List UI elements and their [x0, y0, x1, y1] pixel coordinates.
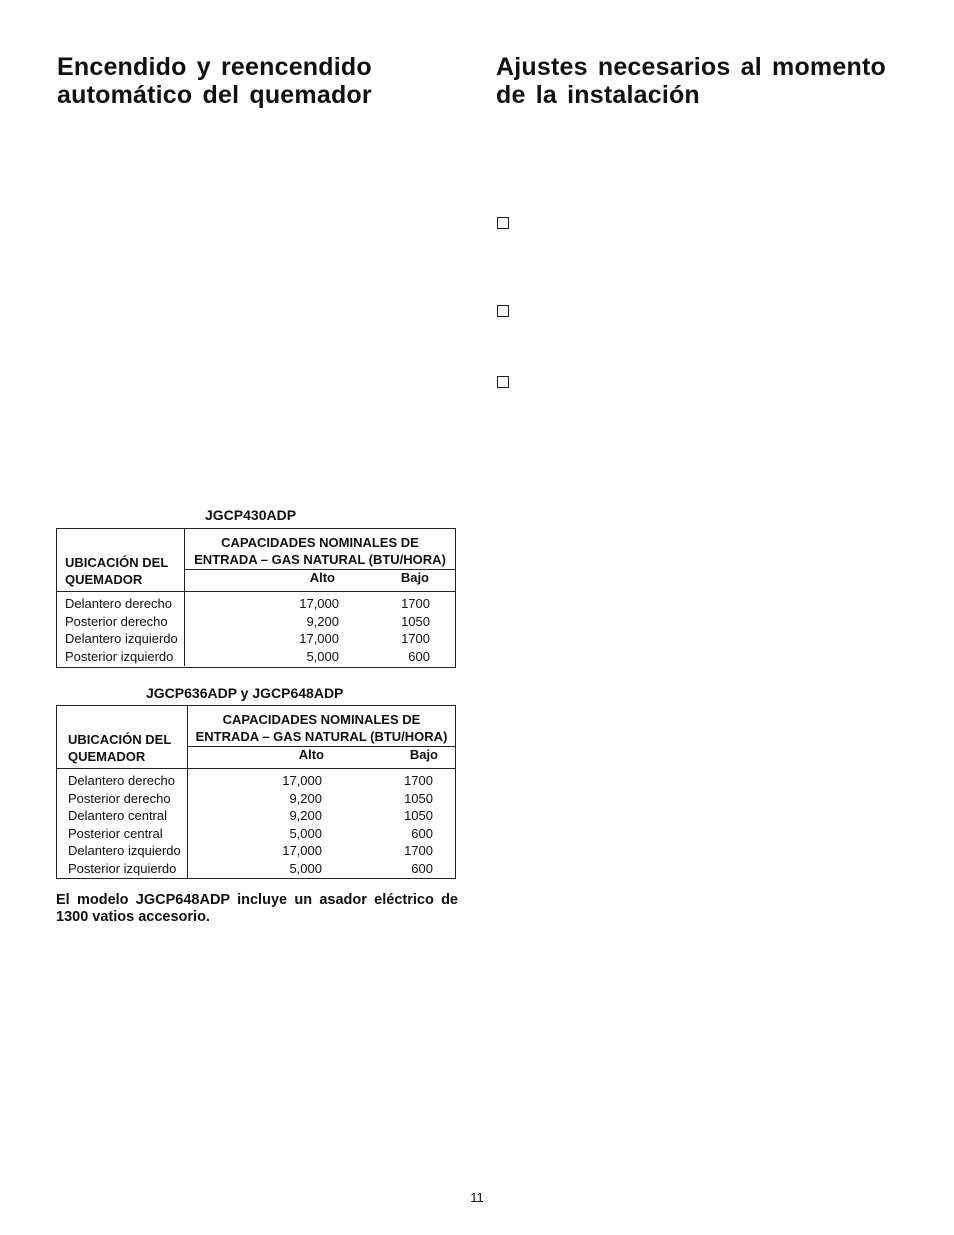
burner-location: Posterior derecho	[65, 613, 168, 629]
table-row	[57, 842, 455, 860]
high-column-header: Alto	[298, 747, 324, 762]
high-rating: 5,000	[289, 825, 322, 841]
table-row	[57, 595, 455, 613]
table-row	[57, 613, 455, 631]
burner-location: Delantero izquierdo	[68, 843, 181, 858]
table-row	[57, 807, 455, 825]
location-column-header	[57, 706, 188, 768]
capacity-subheader	[185, 570, 455, 587]
heading-line: de la instalación	[496, 81, 700, 109]
burner-location: Posterior derecho	[68, 790, 171, 806]
heading-line: Encendido y reencendido	[57, 53, 372, 81]
table-header	[57, 529, 455, 592]
low-rating: 600	[411, 825, 433, 841]
low-column-header: Bajo	[409, 747, 438, 762]
low-rating: 600	[408, 648, 430, 664]
table-row	[57, 860, 455, 878]
burner-location: Posterior central	[68, 825, 163, 841]
high-rating: 17,000	[282, 843, 322, 858]
checklist-checkbox-1[interactable]	[497, 217, 509, 229]
table-row	[57, 630, 455, 648]
table-row	[57, 790, 455, 808]
low-rating: 1050	[404, 790, 433, 806]
heading-line: automático del quemador	[57, 81, 372, 109]
table-body	[57, 592, 455, 666]
broiler-accessory-note: El modelo JGCP648ADP incluye un asador eléctrico de 1300 vatios accesorio.	[56, 892, 458, 925]
heading-installation-adjustments	[496, 53, 906, 109]
table-2-model-title: JGCP636ADP y JGCP648ADP	[146, 685, 344, 701]
page-number: 11	[470, 1190, 484, 1205]
low-rating: 1050	[401, 613, 430, 629]
table-1-model-title: JGCP430ADP	[205, 507, 297, 523]
burner-location: Delantero derecho	[65, 596, 172, 611]
burner-location: Posterior izquierdo	[65, 648, 174, 664]
capacity-header-group	[188, 706, 455, 768]
high-column-header: Alto	[309, 570, 335, 585]
header-text: UBICACIÓN DEL	[68, 732, 172, 747]
high-rating: 5,000	[289, 860, 322, 876]
low-rating: 1050	[404, 808, 433, 823]
header-text: CAPACIDADES NOMINALES DE	[221, 535, 419, 550]
burner-ratings-table-2	[56, 705, 456, 879]
burner-ratings-table-1	[56, 528, 456, 668]
low-rating: 1700	[404, 843, 433, 858]
capacity-header-group	[185, 529, 455, 591]
high-rating: 5,000	[306, 648, 339, 664]
capacity-subheader	[188, 747, 455, 764]
burner-location: Delantero izquierdo	[65, 631, 178, 646]
low-rating: 1700	[401, 596, 430, 611]
high-rating: 9,200	[306, 613, 339, 629]
low-column-header: Bajo	[400, 570, 429, 585]
low-rating: 600	[411, 860, 433, 876]
high-rating: 17,000	[299, 596, 339, 611]
header-text: ENTRADA – GAS NATURAL (BTU/HORA)	[195, 729, 448, 744]
table-header	[57, 706, 455, 769]
high-rating: 9,200	[289, 790, 322, 806]
heading-burner-ignition	[57, 53, 387, 109]
burner-location: Posterior izquierdo	[68, 860, 177, 876]
table-row	[57, 825, 455, 843]
header-text: QUEMADOR	[65, 572, 143, 587]
header-text: UBICACIÓN DEL	[65, 555, 169, 570]
heading-line: Ajustes necesarios al momento	[496, 53, 886, 81]
high-rating: 17,000	[282, 773, 322, 788]
high-rating: 17,000	[299, 631, 339, 646]
checklist-checkbox-2[interactable]	[497, 305, 509, 317]
capacity-column-header	[185, 529, 455, 570]
low-rating: 1700	[401, 631, 430, 646]
table-body	[57, 769, 455, 879]
location-column-header	[57, 529, 185, 591]
table-row	[57, 648, 455, 666]
header-text: CAPACIDADES NOMINALES DE	[222, 712, 421, 727]
table-row	[57, 772, 455, 790]
burner-location: Delantero central	[68, 808, 167, 823]
header-text: ENTRADA – GAS NATURAL (BTU/HORA)	[194, 552, 446, 567]
high-rating: 9,200	[289, 808, 322, 823]
burner-location: Delantero derecho	[68, 773, 175, 788]
checklist-checkbox-3[interactable]	[497, 376, 509, 388]
capacity-column-header	[188, 706, 455, 747]
low-rating: 1700	[404, 773, 433, 788]
header-text: QUEMADOR	[68, 749, 146, 764]
